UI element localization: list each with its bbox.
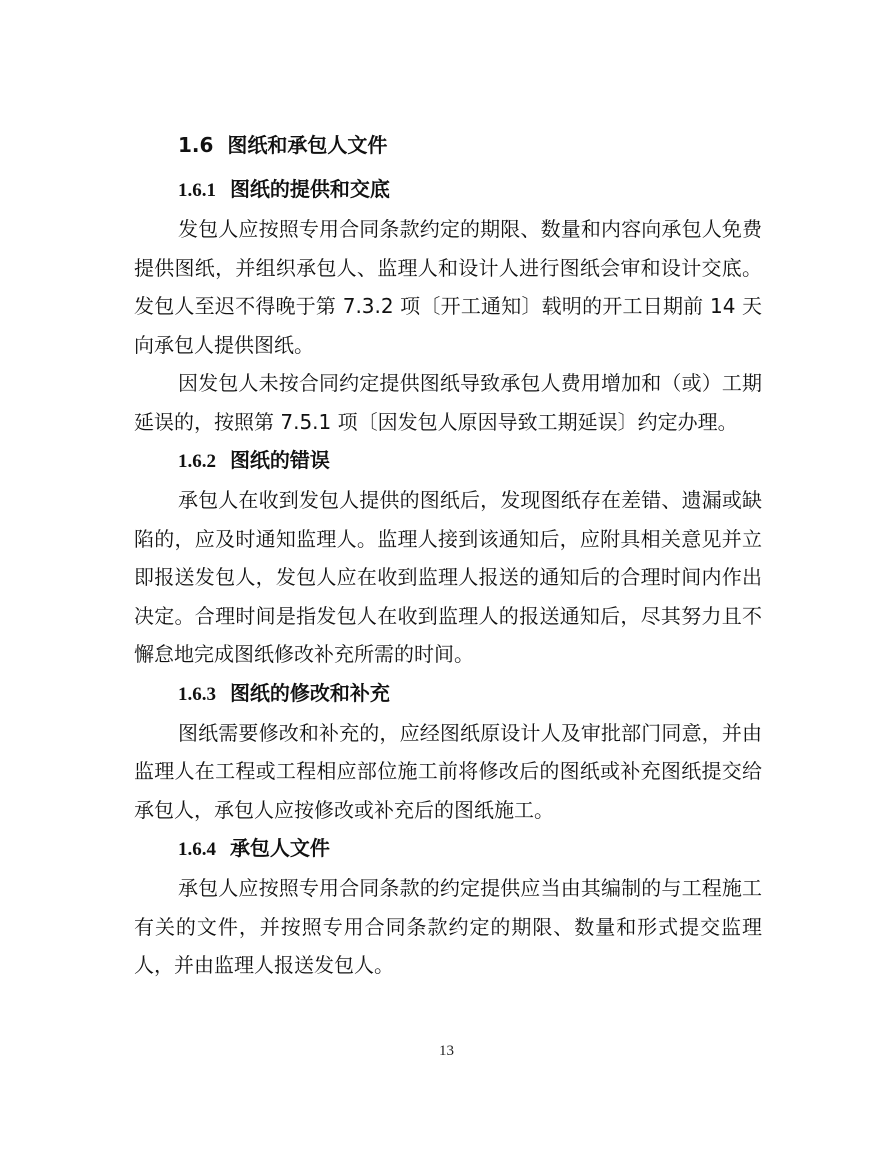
- subsection-heading-1-6-4: [134, 829, 762, 869]
- subsection-title: 承包人文件: [229, 836, 330, 860]
- subsection-heading-1-6-2: [134, 441, 762, 481]
- subsection-number: 1.6.3: [178, 683, 216, 705]
- paragraph: 承包人应按照专用合同条款的约定提供应当由其编制的与工程施工有关的文件，并按照专用合同条款约定的期限、数量和形式提交监理人，并由监理人报送发包人。: [134, 876, 762, 977]
- subsection-title: 图纸的修改和补充: [229, 680, 390, 705]
- section-title: 图纸和承包人文件: [227, 133, 388, 157]
- subsection-heading-1-6-1: [134, 170, 762, 210]
- paragraph: 发包人应按照专用合同条款约定的期限、数量和内容向承包人免费提供图纸，并组织承包人、监理人和设计人进行图纸会审和设计交底。发包人至迟不得晚于第 7.3.2 项〔开工通知〕载明的开工日期前 14 天向承包人提供图纸。: [134, 217, 762, 357]
- subsection-title: 图纸的提供和交底: [229, 177, 390, 201]
- subsection-number: 1.6.2: [178, 451, 216, 472]
- subsection-number: 1.6.4: [178, 839, 216, 860]
- paragraph: 承包人在收到发包人提供的图纸后，发现图纸存在差错、遗漏或缺陷的，应及时通知监理人。监理人接到该通知后，应附具相关意见并立即报送发包人，发包人应在收到监理人报送的通知后的合理时间内作出决定。合理时间是指发包人在收到监理人的报送通知后，尽其努力且不懈怠地完成图纸修改补充所需的时间。: [134, 488, 762, 666]
- page-number: 13: [439, 1043, 454, 1059]
- paragraph: 因发包人未按合同约定提供图纸导致承包人费用增加和（或）工期延误的，按照第 7.5.1 项〔因发包人原因导致工期延误〕约定办理。: [134, 371, 762, 434]
- subsection-title: 图纸的错误: [229, 448, 330, 472]
- section-heading: [134, 126, 762, 164]
- subsection-heading-1-6-3: [134, 674, 762, 714]
- page-content: [134, 126, 762, 985]
- paragraph: 图纸需要修改和补充的，应经图纸原设计人及审批部门同意，并由监理人在工程或工程相应部位施工前将修改后的图纸或补充图纸提交给承包人，承包人应按修改或补充后的图纸施工。: [134, 720, 762, 822]
- subsection-number: 1.6.1: [178, 180, 216, 201]
- section-number: 1.6: [178, 133, 214, 157]
